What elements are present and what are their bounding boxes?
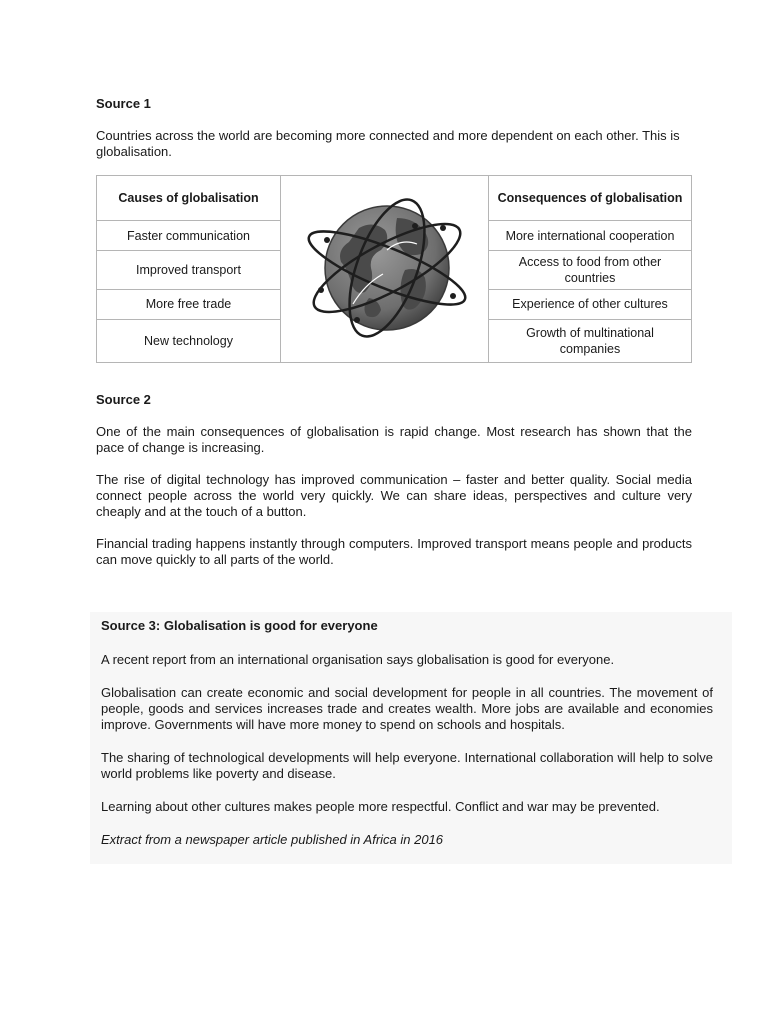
source-2-paragraph: The rise of digital technology has improved communication – faster and better quality. Social media connect people across the world very quickly. We can share ideas, perspectives and culture very cheaply and at the touch of a button. (96, 472, 692, 519)
source-3-section (90, 612, 732, 864)
cause-cell: Improved transport (97, 251, 281, 290)
source-3-paragraph: The sharing of technological developments will help everyone. International collaboration will help to solve world problems like poverty and disease. (101, 750, 713, 781)
consequence-cell: Experience of other cultures (489, 289, 692, 319)
source-1-intro: Countries across the world are becoming more connected and more dependent on each other. This is globalisation. (96, 128, 680, 159)
cause-cell: New technology (97, 320, 281, 363)
consequence-cell: Growth of multinational companies (489, 320, 692, 363)
causes-header: Causes of globalisation (97, 176, 281, 221)
source-2-paragraph: Financial trading happens instantly through computers. Improved transport means people and products can move quickly to all parts of the world. (96, 536, 692, 567)
consequences-header: Consequences of globalisation (489, 176, 692, 221)
source-1-heading: Source 1 (96, 96, 151, 111)
cause-cell: Faster communication (97, 220, 281, 250)
globe-with-orbits-icon (287, 178, 487, 356)
source-2-heading: Source 2 (96, 392, 151, 407)
source-3-paragraph: A recent report from an international organisation says globalisation is good for everyone. (101, 652, 615, 667)
source-3-heading: Source 3: Globalisation is good for everyone (101, 618, 378, 633)
consequence-cell: Access to food from other countries (489, 251, 692, 290)
source-2-paragraph: One of the main consequences of globalisation is rapid change. Most research has shown that the pace of change is increasing. (96, 424, 692, 455)
source-3-paragraph: Globalisation can create economic and social development for people in all countries. The movement of people, goods and services increases trade and creates wealth. More jobs are available and economies improve. Governments will have more money to spend on schools and hospitals. (101, 685, 713, 732)
source-3-paragraph: Learning about other cultures makes people more respectful. Conflict and war may be prevented. (101, 799, 660, 814)
source-3-attribution: Extract from a newspaper article published in Africa in 2016 (101, 832, 444, 847)
globe-image-cell (281, 176, 489, 363)
cause-cell: More free trade (97, 289, 281, 319)
globalisation-table (96, 175, 692, 363)
source-2-section (96, 392, 692, 584)
source-1-section (96, 96, 692, 363)
consequence-cell: More international cooperation (489, 220, 692, 250)
